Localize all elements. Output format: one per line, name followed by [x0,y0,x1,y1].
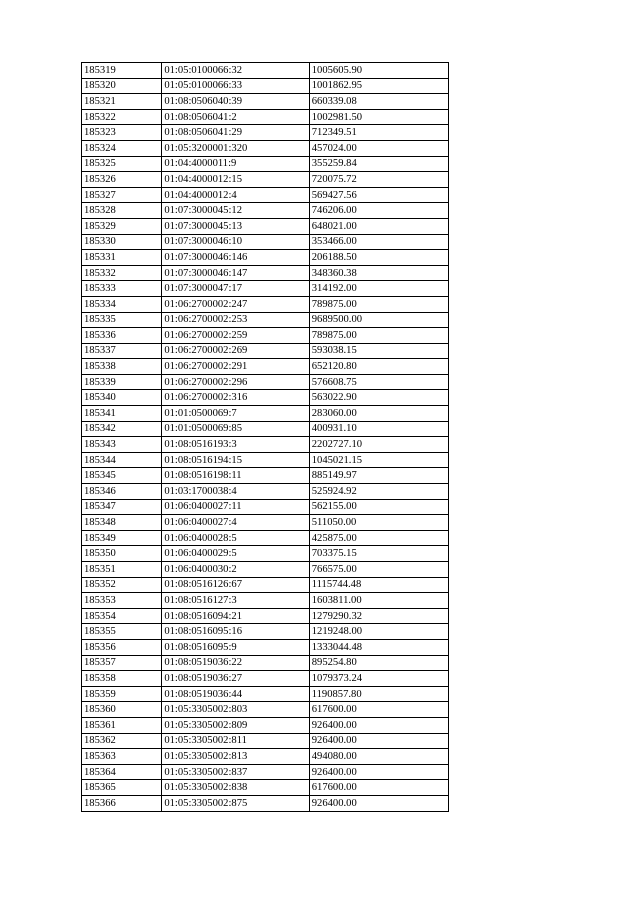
amount-cell: 885149.97 [309,468,448,484]
row-id-cell: 185343 [82,437,162,453]
table-row [82,468,449,484]
table-row [82,203,449,219]
amount-cell: 660339.08 [309,94,448,110]
table-row [82,562,449,578]
row-id-cell: 185326 [82,172,162,188]
amount-cell: 593038.15 [309,343,448,359]
row-id-cell: 185361 [82,717,162,733]
row-id-cell: 185338 [82,359,162,375]
cadastral-number-cell: 01:04:4000011:9 [162,156,309,172]
row-id-cell: 185348 [82,515,162,531]
table-row [82,624,449,640]
amount-cell: 494080.00 [309,749,448,765]
table-row [82,296,449,312]
cadastral-number-cell: 01:07:3000047:17 [162,281,309,297]
amount-cell: 283060.00 [309,406,448,422]
cadastral-number-cell: 01:08:0516127:3 [162,593,309,609]
cadastral-number-cell: 01:08:0516193:3 [162,437,309,453]
table-row [82,156,449,172]
table-row [82,109,449,125]
cadastral-number-cell: 01:04:4000012:15 [162,172,309,188]
amount-cell: 1333044.48 [309,639,448,655]
table-row [82,686,449,702]
cadastral-number-cell: 01:05:0100066:33 [162,78,309,94]
row-id-cell: 185330 [82,234,162,250]
amount-cell: 720075.72 [309,172,448,188]
table-row [82,764,449,780]
table-row [82,265,449,281]
row-id-cell: 185321 [82,94,162,110]
table-row [82,717,449,733]
table-row [82,702,449,718]
table-row [82,406,449,422]
cadastral-number-cell: 01:06:0400030:2 [162,562,309,578]
cadastral-number-cell: 01:06:2700002:269 [162,343,309,359]
table-row [82,374,449,390]
table-row [82,655,449,671]
data-table [81,62,449,812]
amount-cell: 1603811.00 [309,593,448,609]
cadastral-number-cell: 01:05:3305002:837 [162,764,309,780]
row-id-cell: 185366 [82,795,162,811]
table-body [82,63,449,812]
table-row [82,499,449,515]
table-row [82,749,449,765]
amount-cell: 1190857.80 [309,686,448,702]
cadastral-number-cell: 01:08:0506040:39 [162,94,309,110]
cadastral-number-cell: 01:05:3305002:811 [162,733,309,749]
row-id-cell: 185329 [82,218,162,234]
row-id-cell: 185319 [82,63,162,79]
cadastral-number-cell: 01:07:3000046:147 [162,265,309,281]
row-id-cell: 185355 [82,624,162,640]
row-id-cell: 185357 [82,655,162,671]
cadastral-number-cell: 01:05:3305002:809 [162,717,309,733]
row-id-cell: 185333 [82,281,162,297]
amount-cell: 1045021.15 [309,452,448,468]
cadastral-number-cell: 01:05:3305002:875 [162,795,309,811]
amount-cell: 576608.75 [309,374,448,390]
amount-cell: 703375.15 [309,546,448,562]
row-id-cell: 185342 [82,421,162,437]
row-id-cell: 185363 [82,749,162,765]
cadastral-number-cell: 01:07:3000046:146 [162,250,309,266]
cadastral-number-cell: 01:06:2700002:253 [162,312,309,328]
cadastral-number-cell: 01:08:0506041:29 [162,125,309,141]
amount-cell: 9689500.00 [309,312,448,328]
cadastral-number-cell: 01:06:2700002:296 [162,374,309,390]
cadastral-number-cell: 01:08:0519036:27 [162,671,309,687]
amount-cell: 457024.00 [309,140,448,156]
table-row [82,218,449,234]
amount-cell: 2202727.10 [309,437,448,453]
table-row [82,577,449,593]
cadastral-number-cell: 01:08:0519036:22 [162,655,309,671]
row-id-cell: 185354 [82,608,162,624]
amount-cell: 617600.00 [309,702,448,718]
row-id-cell: 185349 [82,530,162,546]
cadastral-number-cell: 01:05:3305002:838 [162,780,309,796]
table-row [82,546,449,562]
amount-cell: 400931.10 [309,421,448,437]
row-id-cell: 185322 [82,109,162,125]
amount-cell: 789875.00 [309,328,448,344]
cadastral-number-cell: 01:08:0516126:67 [162,577,309,593]
cadastral-number-cell: 01:05:0100066:32 [162,63,309,79]
cadastral-number-cell: 01:08:0516198:11 [162,468,309,484]
cadastral-number-cell: 01:05:3305002:813 [162,749,309,765]
amount-cell: 1279290.32 [309,608,448,624]
amount-cell: 355259.84 [309,156,448,172]
cadastral-number-cell: 01:06:0400027:11 [162,499,309,515]
amount-cell: 766575.00 [309,562,448,578]
row-id-cell: 185325 [82,156,162,172]
table-row [82,281,449,297]
row-id-cell: 185320 [82,78,162,94]
row-id-cell: 185345 [82,468,162,484]
table-row [82,187,449,203]
table-row [82,530,449,546]
amount-cell: 1079373.24 [309,671,448,687]
cadastral-number-cell: 01:08:0516194:15 [162,452,309,468]
amount-cell: 926400.00 [309,733,448,749]
cadastral-number-cell: 01:08:0516094:21 [162,608,309,624]
amount-cell: 652120.80 [309,359,448,375]
cadastral-number-cell: 01:08:0516095:9 [162,639,309,655]
row-id-cell: 185358 [82,671,162,687]
table-row [82,63,449,79]
table-row [82,795,449,811]
row-id-cell: 185324 [82,140,162,156]
row-id-cell: 185359 [82,686,162,702]
amount-cell: 563022.90 [309,390,448,406]
amount-cell: 1005605.90 [309,63,448,79]
amount-cell: 206188.50 [309,250,448,266]
row-id-cell: 185344 [82,452,162,468]
cadastral-number-cell: 01:07:3000045:12 [162,203,309,219]
row-id-cell: 185346 [82,484,162,500]
amount-cell: 314192.00 [309,281,448,297]
row-id-cell: 185356 [82,639,162,655]
table-row [82,312,449,328]
table-row [82,421,449,437]
cadastral-number-cell: 01:06:0400027:4 [162,515,309,531]
amount-cell: 926400.00 [309,717,448,733]
cadastral-number-cell: 01:06:2700002:247 [162,296,309,312]
cadastral-number-cell: 01:07:3000045:13 [162,218,309,234]
table-row [82,608,449,624]
amount-cell: 1002981.50 [309,109,448,125]
table-row [82,437,449,453]
amount-cell: 1115744.48 [309,577,448,593]
table-row [82,250,449,266]
amount-cell: 562155.00 [309,499,448,515]
cadastral-number-cell: 01:07:3000046:10 [162,234,309,250]
cadastral-number-cell: 01:06:2700002:316 [162,390,309,406]
row-id-cell: 185331 [82,250,162,266]
row-id-cell: 185362 [82,733,162,749]
row-id-cell: 185336 [82,328,162,344]
cadastral-number-cell: 01:06:0400029:5 [162,546,309,562]
cadastral-number-cell: 01:01:0500069:85 [162,421,309,437]
amount-cell: 926400.00 [309,764,448,780]
table-row [82,359,449,375]
amount-cell: 1219248.00 [309,624,448,640]
amount-cell: 525924.92 [309,484,448,500]
cadastral-number-cell: 01:08:0519036:44 [162,686,309,702]
cadastral-number-cell: 01:08:0516095:16 [162,624,309,640]
cadastral-number-cell: 01:05:3305002:803 [162,702,309,718]
row-id-cell: 185335 [82,312,162,328]
table-row [82,172,449,188]
row-id-cell: 185323 [82,125,162,141]
cadastral-number-cell: 01:04:4000012:4 [162,187,309,203]
amount-cell: 895254.80 [309,655,448,671]
amount-cell: 746206.00 [309,203,448,219]
row-id-cell: 185339 [82,374,162,390]
row-id-cell: 185327 [82,187,162,203]
row-id-cell: 185351 [82,562,162,578]
amount-cell: 926400.00 [309,795,448,811]
cadastral-number-cell: 01:06:2700002:259 [162,328,309,344]
cadastral-number-cell: 01:08:0506041:2 [162,109,309,125]
row-id-cell: 185334 [82,296,162,312]
amount-cell: 511050.00 [309,515,448,531]
amount-cell: 353466.00 [309,234,448,250]
table-row [82,515,449,531]
table-row [82,328,449,344]
table-row [82,780,449,796]
table-row [82,343,449,359]
amount-cell: 1001862.95 [309,78,448,94]
cadastral-number-cell: 01:06:2700002:291 [162,359,309,375]
amount-cell: 648021.00 [309,218,448,234]
cadastral-number-cell: 01:03:1700038:4 [162,484,309,500]
row-id-cell: 185347 [82,499,162,515]
table-row [82,484,449,500]
row-id-cell: 185337 [82,343,162,359]
row-id-cell: 185360 [82,702,162,718]
table-row [82,733,449,749]
row-id-cell: 185364 [82,764,162,780]
cadastral-number-cell: 01:06:0400028:5 [162,530,309,546]
table-row [82,671,449,687]
table-row [82,452,449,468]
cadastral-number-cell: 01:05:3200001:320 [162,140,309,156]
table-row [82,234,449,250]
amount-cell: 425875.00 [309,530,448,546]
row-id-cell: 185332 [82,265,162,281]
amount-cell: 348360.38 [309,265,448,281]
row-id-cell: 185352 [82,577,162,593]
row-id-cell: 185341 [82,406,162,422]
table-row [82,78,449,94]
row-id-cell: 185365 [82,780,162,796]
amount-cell: 617600.00 [309,780,448,796]
table-row [82,94,449,110]
amount-cell: 789875.00 [309,296,448,312]
table-row [82,593,449,609]
row-id-cell: 185353 [82,593,162,609]
amount-cell: 712349.51 [309,125,448,141]
table-row [82,140,449,156]
row-id-cell: 185350 [82,546,162,562]
table-row [82,125,449,141]
table-row [82,390,449,406]
table-row [82,639,449,655]
row-id-cell: 185340 [82,390,162,406]
row-id-cell: 185328 [82,203,162,219]
amount-cell: 569427.56 [309,187,448,203]
cadastral-number-cell: 01:01:0500069:7 [162,406,309,422]
